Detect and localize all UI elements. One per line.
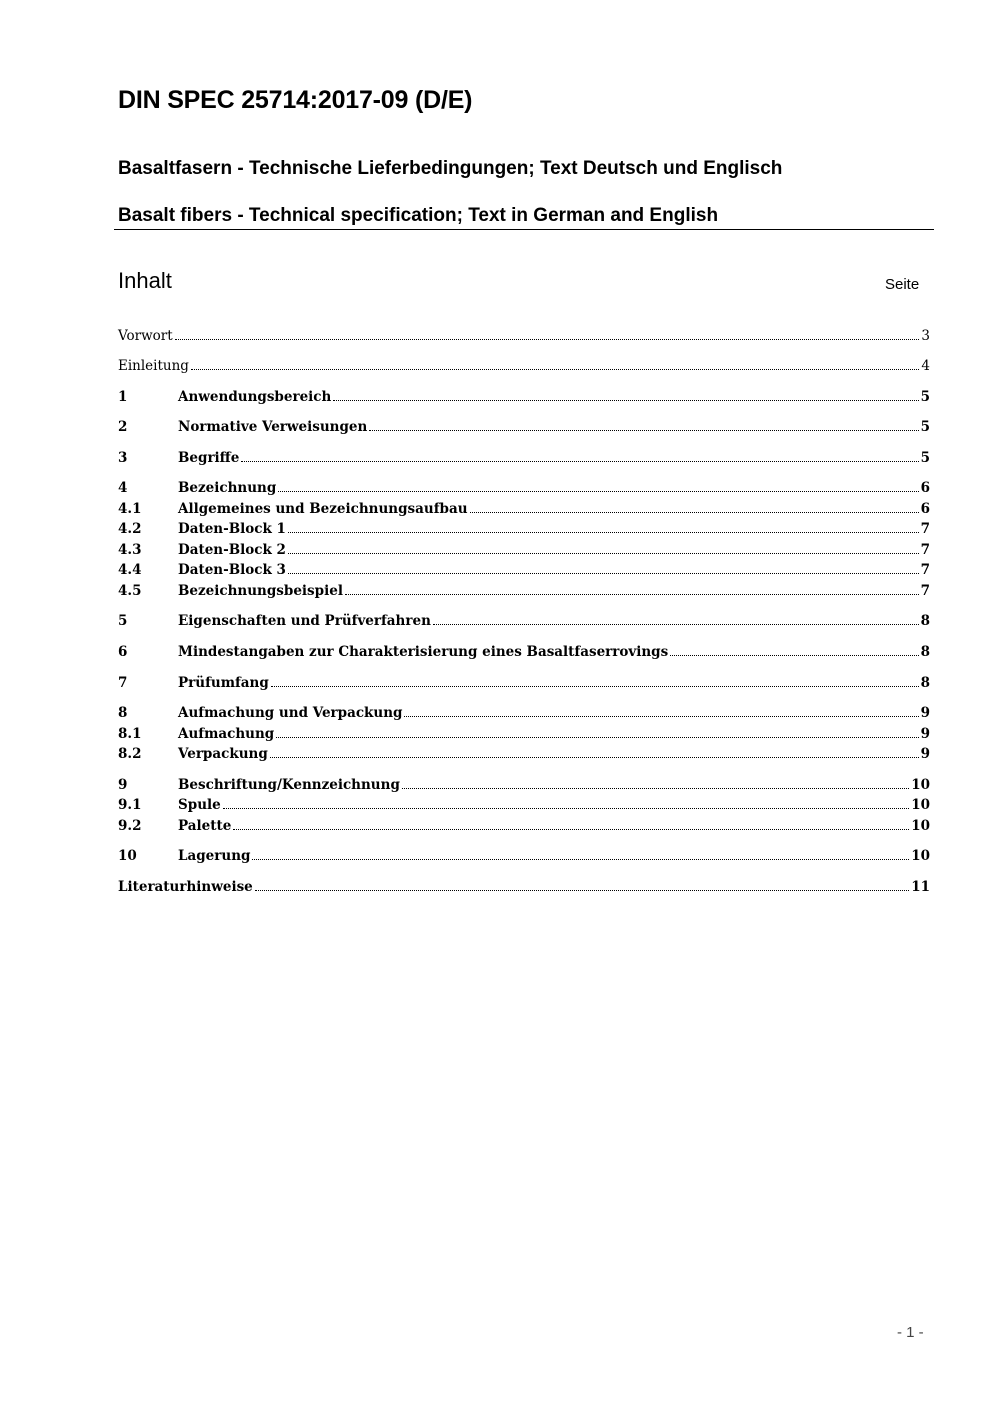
toc-dot-leader <box>433 610 919 625</box>
toc-entry-title: Beschriftung/Kennzeichnung <box>178 777 400 793</box>
toc-entry-number: 4.4 <box>118 562 142 578</box>
toc-entry-number: 2 <box>118 419 128 435</box>
toc-entry-number: 9.2 <box>118 818 142 834</box>
toc-entry-title: Eigenschaften und Prüfverfahren <box>178 613 431 629</box>
page-column-label: Seite <box>885 276 920 293</box>
toc-entry-number: 10 <box>118 848 137 864</box>
toc-entry[interactable] <box>118 743 930 763</box>
toc-entry[interactable] <box>118 580 930 600</box>
toc-entry-number: 6 <box>118 644 128 660</box>
toc-entry[interactable] <box>118 641 930 661</box>
toc-dot-leader <box>288 518 919 533</box>
toc-entry-title: Verpackung <box>178 746 268 762</box>
toc-entry[interactable] <box>118 845 930 865</box>
toc-entry-title: Aufmachung <box>178 726 275 742</box>
toc-dot-leader <box>670 641 918 656</box>
toc-entry-page: 9 <box>920 705 930 721</box>
toc-dot-leader <box>404 702 918 717</box>
toc-entry[interactable] <box>118 774 930 794</box>
toc-dot-leader <box>333 386 918 401</box>
toc-entry-title: Aufmachung und Verpackung <box>178 705 403 721</box>
toc-entry-page: 6 <box>920 501 930 517</box>
toc-dot-leader <box>255 876 909 891</box>
toc-dot-leader <box>223 794 909 809</box>
toc-dot-leader <box>402 774 909 789</box>
toc-entry[interactable] <box>118 876 930 896</box>
toc-dot-leader <box>270 743 919 758</box>
toc-entry-page: 5 <box>920 419 930 435</box>
toc-dot-leader <box>278 477 918 492</box>
toc-dot-leader <box>191 355 919 370</box>
toc-entry[interactable] <box>118 539 930 559</box>
subtitle-english: Basalt fibers - Technical specification; Text in German and English <box>118 205 719 226</box>
toc-entry-title: Vorwort <box>118 328 173 344</box>
toc-entry[interactable] <box>118 559 930 579</box>
toc-entry-page: 9 <box>920 746 930 762</box>
toc-entry-number: 4.3 <box>118 542 142 558</box>
toc-entry-page: 4 <box>921 358 930 374</box>
toc-dot-leader <box>271 672 919 687</box>
toc-entry-title: Palette <box>178 818 232 834</box>
toc-entry-number: 4.1 <box>118 501 142 517</box>
toc-entry[interactable] <box>118 518 930 538</box>
toc-entry[interactable] <box>118 723 930 743</box>
toc-entry-page: 11 <box>911 879 930 895</box>
document-title: DIN SPEC 25714:2017-09 (D/E) <box>118 86 473 114</box>
toc-entry-number: 4 <box>118 480 128 496</box>
toc-entry-title: Bezeichnungsbeispiel <box>178 583 343 599</box>
toc-entry-title: Prüfumfang <box>178 675 269 691</box>
toc-entry-page: 8 <box>920 675 930 691</box>
toc-entry-page: 6 <box>920 480 930 496</box>
toc-entry-page: 10 <box>911 797 930 813</box>
toc-dot-leader <box>288 559 919 574</box>
toc-entry-title: Daten-Block 2 <box>178 542 286 558</box>
toc-dot-leader <box>470 498 919 513</box>
toc-entry-number: 9 <box>118 777 128 793</box>
toc-dot-leader <box>241 447 918 462</box>
toc-entry-title: Bezeichnung <box>178 480 277 496</box>
toc-dot-leader <box>252 845 909 860</box>
toc-entry-page: 10 <box>911 777 930 793</box>
toc-entry[interactable] <box>118 355 930 375</box>
toc-dot-leader <box>369 416 918 431</box>
toc-entry[interactable] <box>118 477 930 497</box>
title-divider <box>114 229 934 230</box>
toc-entry-page: 10 <box>911 818 930 834</box>
toc-entry[interactable] <box>118 386 930 406</box>
toc-entry-title: Daten-Block 1 <box>178 521 286 537</box>
toc-entry[interactable] <box>118 672 930 692</box>
toc-entry-page: 5 <box>920 450 930 466</box>
toc-dot-leader <box>288 539 919 554</box>
toc-entry-title: Normative Verweisungen <box>178 419 368 435</box>
toc-entry-number: 3 <box>118 450 128 466</box>
toc-entry-page: 7 <box>920 542 930 558</box>
toc-entry-title: Spule <box>178 797 221 813</box>
toc-entry-title: Einleitung <box>118 358 189 374</box>
toc-entry-number: 8 <box>118 705 128 721</box>
toc-entry-title: Literaturhinweise <box>118 879 253 895</box>
toc-entry-title: Allgemeines und Bezeichnungsaufbau <box>178 501 468 517</box>
toc-dot-leader <box>175 325 920 340</box>
toc-entry-page: 8 <box>920 613 930 629</box>
toc-entry[interactable] <box>118 610 930 630</box>
footer-page-number: - 1 - <box>897 1324 924 1341</box>
toc-entry-title: Lagerung <box>178 848 251 864</box>
toc-entry-page: 8 <box>920 644 930 660</box>
toc-entry[interactable] <box>118 447 930 467</box>
toc-entry-number: 9.1 <box>118 797 142 813</box>
toc-entry-page: 7 <box>920 562 930 578</box>
toc-dot-leader <box>345 580 919 595</box>
toc-entry-number: 4.2 <box>118 521 142 537</box>
toc-entry-number: 5 <box>118 613 128 629</box>
toc-entry-number: 4.5 <box>118 583 142 599</box>
toc-entry-page: 7 <box>920 583 930 599</box>
toc-entry-page: 3 <box>921 328 930 344</box>
toc-dot-leader <box>233 815 909 830</box>
toc-entry-title: Mindestangaben zur Charakterisierung eines Basaltfaserrovings <box>178 644 669 660</box>
toc-dot-leader <box>276 723 918 738</box>
toc-entry-page: 7 <box>920 521 930 537</box>
toc-entry-title: Anwendungsbereich <box>178 389 332 405</box>
toc-entry-page: 10 <box>911 848 930 864</box>
toc-entry[interactable] <box>118 702 930 722</box>
toc-entry-number: 8.2 <box>118 746 142 762</box>
toc-entry-page: 5 <box>920 389 930 405</box>
toc-entry-number: 7 <box>118 675 128 691</box>
toc-entry-number: 1 <box>118 389 128 405</box>
subtitle-german: Basaltfasern - Technische Lieferbedingungen; Text Deutsch und Englisch <box>118 158 783 179</box>
toc-entry-page: 9 <box>920 726 930 742</box>
toc-entry-number: 8.1 <box>118 726 142 742</box>
toc-entry[interactable] <box>118 325 930 345</box>
toc-entry[interactable] <box>118 815 930 835</box>
toc-entry[interactable] <box>118 416 930 436</box>
toc-entry[interactable] <box>118 794 930 814</box>
toc-entry-title: Daten-Block 3 <box>178 562 286 578</box>
toc-entry[interactable] <box>118 498 930 518</box>
toc-entry-title: Begriffe <box>178 450 240 466</box>
toc-heading: Inhalt <box>118 268 172 293</box>
